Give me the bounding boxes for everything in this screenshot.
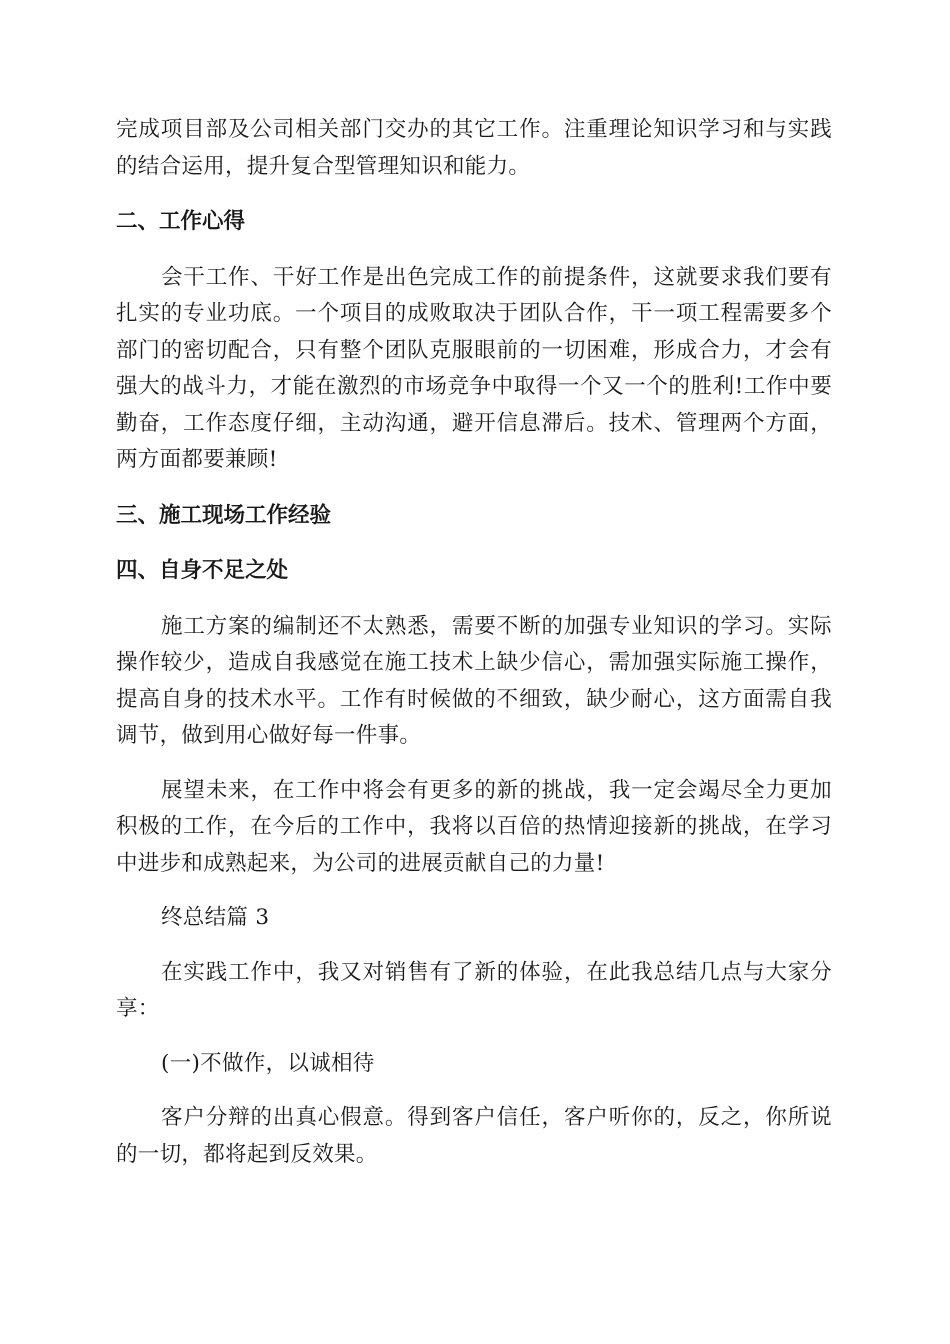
paragraph-intro: 在实践工作中，我又对销售有了新的体验，在此我总结几点与大家分享： (116, 959, 832, 1021)
paragraph-outlook: 展望未来，在工作中将会有更多的新的挑战，我一定会竭尽全力更加积极的工作，在今后的工作中，我将以百倍的热情迎接新的挑战，在学习中进步和成熟起来，为公司的进展贡献自己的力量! (116, 777, 832, 876)
paragraph-sincerity: 客户分辩的出真心假意。得到客户信任，客户听你的，反之，你所说的一切，都将起到反效果。 (116, 1105, 832, 1167)
sub-heading-sincerity: (一)不做作，以诚相待 (161, 1050, 375, 1076)
paragraph-shortcomings: 施工方案的编制还不太熟悉，需要不断的加强专业知识的学习。实际操作较少，造成自我感觉在施工技术上缺少信心，需加强实际施工操作，提高自身的技术水平。工作有时候做的不细致，缺少耐心，这方面需自我调节，做到用心做好每一件事。 (116, 613, 832, 748)
heading-work-insights: 二、工作心得 (116, 209, 246, 234)
heading-shortcomings: 四、自身不足之处 (116, 558, 289, 583)
section-title: 终总结篇 3 (161, 905, 270, 930)
document-page (116, 112, 832, 1173)
heading-site-experience: 三、施工现场工作经验 (116, 502, 332, 528)
paragraph-continued: 完成项目部及公司相关部门交办的其它工作。注重理论知识学习和与实践的结合运用，提升复合型管理知识和能力。 (116, 117, 832, 179)
paragraph-work-insights: 会干工作、干好工作是出色完成工作的前提条件，这就要求我们要有扎实的专业功底。一个项目的成败取决于团队合作，干一项工程需要多个部门的密切配合，只有整个团队克服眼前的一切困难，形成合力，才会有强大的战斗力，才能在激烈的市场竞争中取得一个又一个的胜利!工作中要勤奋，工作态度仔细，主动沟通，避开信息滞后。技术、管理两个方面，两方面都要兼顾! (116, 264, 832, 472)
